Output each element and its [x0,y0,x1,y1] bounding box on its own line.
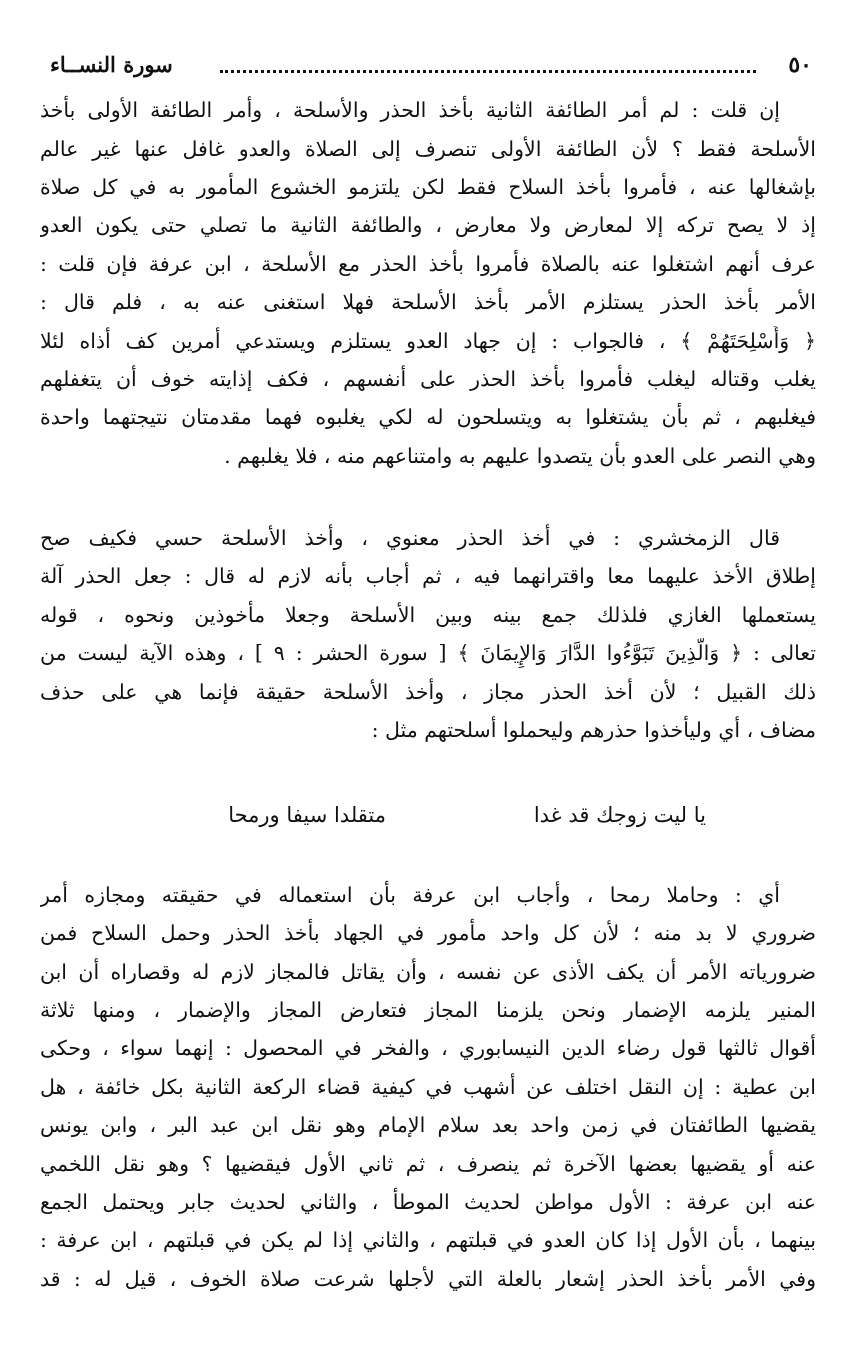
paragraph-1-line: وهي النصر على العدو بأن يتصدوا عليهم به وامتناعهم منه ، فلا يغلبهم . [224,444,816,468]
page-header [40,44,816,84]
paragraph-1-line: الأسلحة فقط ؟ لأن الطائفة الأولى تنصرف إلى الصلاة والعدو غافل عنها غير عالم [40,137,816,161]
paragraph-3-line: يقضيها الطائفتان في زمن واحد بعد سلام الإمام وهو نقل ابن عبد البر ، وابن يونس [40,1113,816,1137]
paragraph-1-line: الأمر بأخذ الحذر يستلزم الأمر بأخذ الأسلحة فهلا استغنى عنه به ، فلم قال : [40,290,816,314]
paragraph-3-line: عنه ابن عرفة : الأول مواطن لحديث الموطأ ، والثاني لحديث جابر ويحتمل الجمع [40,1190,816,1214]
paragraph-3-line: المنير يلزمه الإضمار ونحن يلزمنا المجاز فتعارض المجاز والإضمار ، ومنها ثلاثة [40,998,816,1022]
paragraph-1-line: فيغلبهم ، ثم بأن يشتغلوا به ويتسلحون له لكي يغلبوه فهما مقدمتان نتيجتهما واحدة [40,405,816,429]
paragraph-1-line: إذ لا يصح تركه إلا لمعارض ولا معارض ، والطائفة الثانية ما تصلي حتى يكون العدو [40,213,816,237]
verse-hemistich-first: يا ليت زوجك قد غدا [533,803,706,827]
paragraph-3-line: ابن عطية : إن النقل اختلف عن أشهب في كيفية قضاء الركعة الثانية بكل خائفة ، هل [40,1075,816,1099]
paragraph-2-line: يستعملها الغازي فلذلك جمع بينه وبين الأسلحة وجعلا مأخوذين ونحوه ، قوله [40,603,816,627]
paragraph-1-line: إن قلت : لم أمر الطائفة الثانية بأخذ الحذر والأسلحة ، وأمر الطائفة الأولى بأخذ [40,98,780,122]
paragraph-1-line: عرف أنهم اشتغلوا عنه بالصلاة فأمروا بأخذ الحذر مع الأسلحة ، ابن عرفة فإن قلت : [40,252,816,276]
page-number: ٥٠ [788,52,812,78]
paragraph-1-line: ﴿ وَأَسْلِحَتَهُمْ ﴾ ، فالجواب : إن جهاد العدو يستلزم ويستدعي أمرين كف أذاه لئلا [40,329,816,353]
paragraph-2-line: إطلاق الأخذ عليهما معا واقترانهما فيه ، ثم أجاب بأنه لازم له قال : جعل الحذر آلة [40,564,816,588]
paragraph-1-line: يغلب وقتاله ليغلب فأمروا بأخذ الحذر على أنفسهم ، فكف إذايته خوف أن يتغفلهم [40,367,816,391]
header-dotted-rule [220,70,756,73]
paragraph-3-line: أي : وحاملا رمحا ، وأجاب ابن عرفة بأن استعماله في حقيقته ومجازه أمر [40,883,780,907]
paragraph-3-line: ضرورياته الأمر أن يكف الأذى عن نفسه ، وأن يقاتل فالمجاز لازم له وقصاراه أن ابن [40,960,816,984]
paragraph-3-line: عنه أو يقضيها بعضها الآخرة ثم ينصرف ، ثم ثاني الأول فيقضيها ؟ وهو نقل اللخمي [40,1152,816,1176]
paragraph-2-line: قال الزمخشري : في أخذ الحذر معنوي ، وأخذ الأسلحة حسي فكيف صح [40,526,780,550]
paragraph-2-line: تعالى : ﴿ وَالَّذِينَ تَبَوَّءُوا الدَّارَ وَالإِيمَانَ ﴾ [ سورة الحشر : ٩ ] ، وهذه الآية ليست من [40,641,816,665]
paragraph-3-line: وفي الأمر بأخذ الحذر إشعار بالعلة التي لأجلها شرعت صلاة الخوف ، قيل له : قد [40,1267,816,1291]
surah-title: سورة النســاء [50,52,173,77]
paragraph-3-line: أقوال ثالثها قول رضاء الدين النيسابوري ، والفخر في المحصول : إنهما سواء ، وحكى [40,1036,816,1060]
paragraph-2-line: مضاف ، أي وليأخذوا حذرهم وليحملوا أسلحتهم مثل : [371,718,816,742]
paragraph-3-line: بينهما ، بأن الأول إذا كان العدو في قبلتهم ، والثاني إذا لم يكن في قبلتهم ، ابن عرفة : [40,1228,816,1252]
paragraph-3-line: ضروري لا بد منه ؛ لأن كل واحد مأمور في الجهاد بأخذ الحذر وحمل السلاح فمن [40,921,816,945]
verse-hemistich-second: متقلدا سيفا ورمحا [228,803,386,827]
paragraph-1-line: بإشغالها عنه ، فأمروا بأخذ السلاح فقط لكن يلتزمو الخشوع المأمور به في كل صلاة [40,175,816,199]
paragraph-2-line: ذلك القبيل ؛ لأن أخذ الحذر مجاز ، وأخذ الأسلحة حقيقة فإنما هي على حذف [40,680,816,704]
